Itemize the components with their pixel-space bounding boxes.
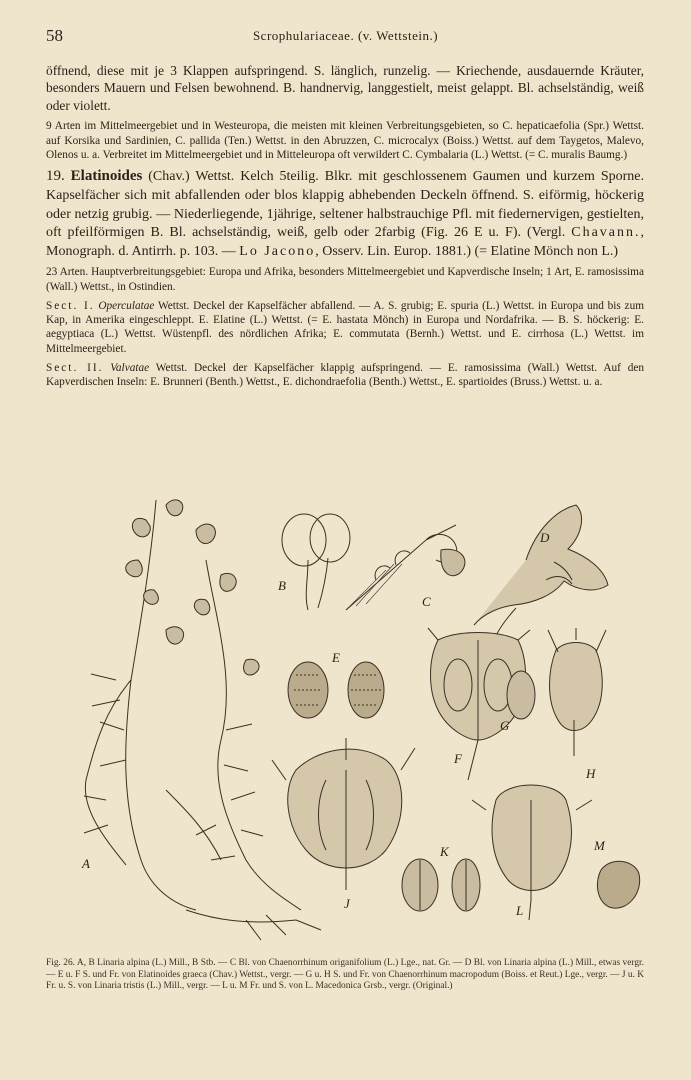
genus-description: Kelch 5teilig. Blkr. mit geschlossenem Gaumen und kurzem Sporne. Kapselfächer sich mit abfallenden oder blos klappig abhebenden Deckeln öffnend. S. eiförmig, höckerig oder netzig grubig. — Niederliegende, 1jährige, seltener halbstrauchige Pfl. mit fiedernervigen, gestielten, oft pfeilförmigen B. Bl. achselständig, weiß, gelb oder 2farbig (Fig. 26 E u. F). (Vergl. [46,169,644,241]
panel-label-b: B [278,578,286,593]
page-number: 58 [46,26,63,45]
species-note-linaria: 9 Arten im Mittelmeergebiet und in Westeuropa, die meisten mit kleinen Verbreitungsgebieten, so C. hepaticaefolia (Spr.) Wettst. auf Korsika und Sardinien, C. pallida (Ten.) Wettst. in den Abruzzen, C. microcalyx (Boiss.) Wettst. auf dem Taygetos, Malevo, Olenos u. a. Verbreitet im Mittelmeergebiet und in Mitteleuropa oft verwildert C. Cymbalaria (L.) Wettst. (= C. muralis Baumg.) [46,120,644,161]
fruit-drawing-j [272,738,415,890]
panel-label-j: J [344,896,350,911]
flower-drawing-c [346,525,465,610]
reference-author-2: Lo Jacono [239,243,316,259]
panel-label-c: C [422,594,431,609]
page-header [46,26,645,48]
panel-label-a: A [82,856,90,871]
genus-name: Elatinoides [70,168,143,185]
text-body [46,62,644,390]
section-2-label: Sect. II. [46,362,104,375]
figure-caption: Fig. 26. A, B Linaria alpina (L.) Mill., B Stb. — C Bl. von Chaenorrhinum origanifolium (L.) Lge., nat. Gr. — D Bl. von Linaria alpina (L.) Mill., etwas vergr. — E u. F S. und Fr. von Elatinoides graeca (Chav.) Wettst., vergr. — G u. H S. und Fr. von Chaenorrhinum macropodum (Boiss. et Reut.) Lge., vergr. — J u. K Fr. u. S. von Linaria tristis (L.) Mill., vergr. — L u. M Fr. und S. von L. Macedonica Grsb., vergr. (Original.) [46,958,644,992]
running-title: Scrophulariaceae. (v. Wettstein.) [252,28,439,43]
fruit-drawing-l [472,785,592,920]
plant-drawing-a [84,500,321,940]
seed-drawing-m [597,861,639,908]
seed-drawing-k [402,859,480,911]
section-2-name: Valvatae [110,362,150,375]
panel-label-g: G [500,718,510,733]
reference-author-1: Chavann. [571,225,641,241]
genus-authority: (Chav.) Wettst. [148,169,235,185]
species-note-elatinoides: 23 Arten. Hauptverbreitungsgebiet: Europa und Afrika, besonders Mittelmeergebiet und Kapverdische Inseln; 1 Art, E. ramosissima (Wall.) Wettst., in Ostindien. [46,266,644,293]
section-1-label: Sect. I. [46,299,95,312]
section-1-text: Wettst. Deckel der Kapselfächer abfallend. — A. S. grubig; E. spuria (L.) Wettst. in Europa und bis zum Kap, in Amerika eingeschleppt. E. Elatine (L.) Wettst. (= E. hastata Mönch) in Europa und Nordafrika. — B. S. höckerig: E. aegyptiaca (L.) Wettst. Wüstenpfl. des nördlichen Afrika; E. commutata (Bernh.) Wettst. und E. cirrhosa (L.) Wettst. im Mittelmeergebiet. [46,299,645,355]
panel-label-h: H [586,766,596,781]
panel-label-e: E [332,650,340,665]
panel-label-f: F [454,751,462,766]
section-1 [46,299,644,356]
section-2 [46,361,644,390]
seed-drawing-e [288,662,384,718]
stamen-drawing-b [282,514,350,610]
panel-label-d: D [540,530,550,545]
panel-label-l: L [516,903,524,918]
genus-paragraph [46,167,644,261]
genus-number: 19. [46,168,65,185]
section-1-name: Operculatae [98,299,155,312]
panel-label-m: M [594,838,605,853]
reference-text-2: , Osserv. Lin. Europ. 1881.) (= Elatine Mönch non L.) [315,243,619,259]
intro-paragraph: öffnend, diese mit je 3 Klappen aufspringend. S. länglich, runzelig. — Kriechende, ausdauernde Kräuter, besonders Mauern und Felsen bewohnend. B. handnervig, langgestielt, meist gelappt. Bl. achselständig, weiß oder violett. [46,63,644,113]
section-2-text: Wettst. Deckel der Kapselfächer klappig aufspringend. — E. ramosissima (Wall.) Wettst. Auf den Kapverdischen Inseln: E. Brunneri (Benth.) Wettst., E. dichondraefolia (Benth.) Wettst., E. spartioides (Bruss.) Wettst. u. a. [46,362,645,389]
reference-text-1: , Monograph. d. Antirrh. p. 103. — [46,225,645,259]
botanical-figure [46,480,644,950]
seed-drawing-g [507,671,535,719]
panel-label-k: K [440,844,449,859]
fruit-drawing-h [548,628,606,756]
